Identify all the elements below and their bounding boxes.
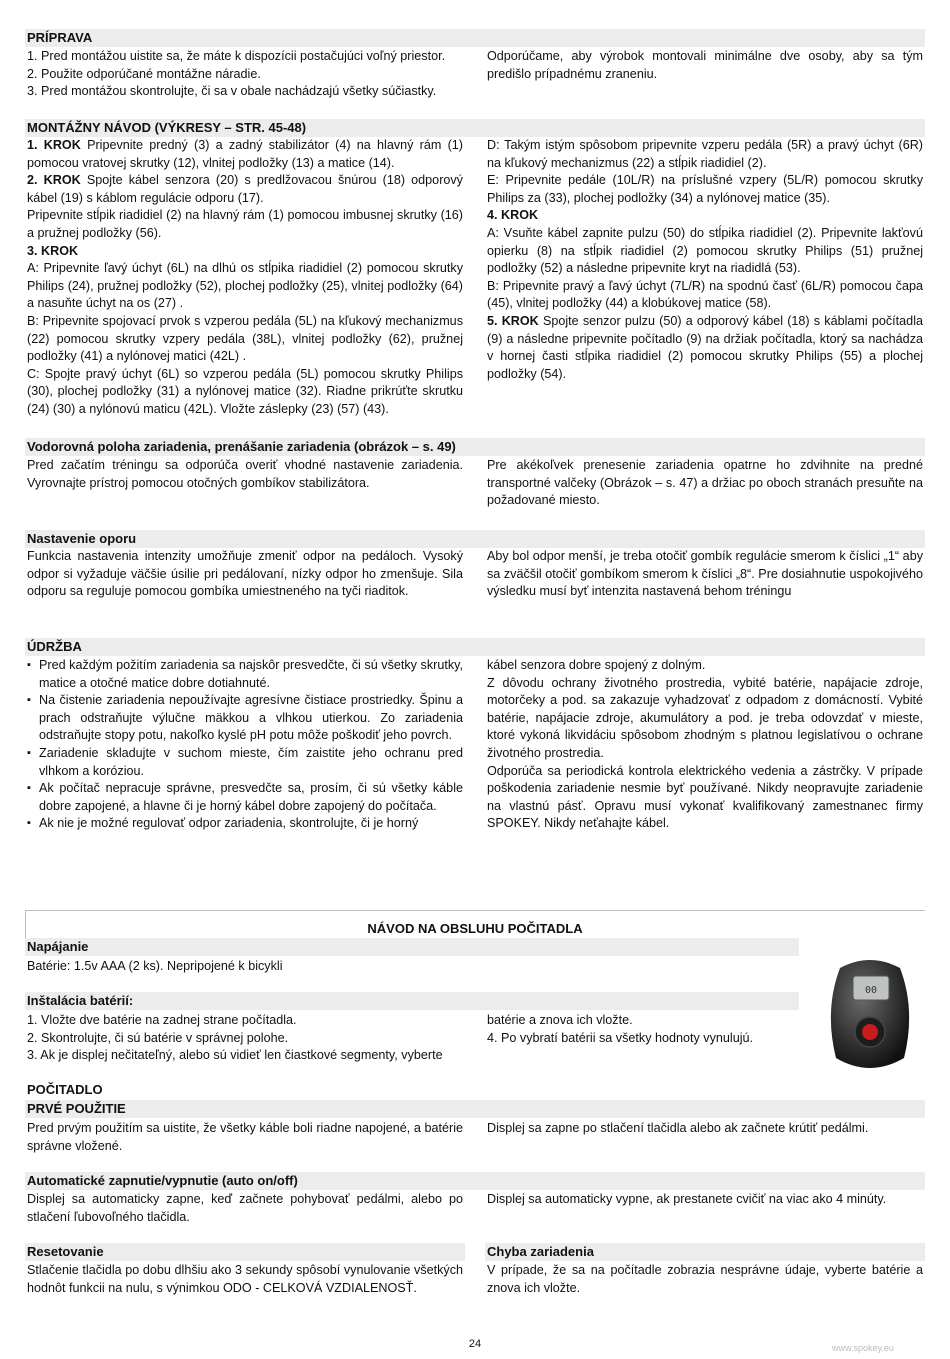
instalacia-right: [487, 1012, 807, 1047]
montaz-step-4: [487, 207, 923, 225]
section-heading-montaz: MONTÁŽNY NÁVOD (VÝKRESY – STR. 45-48): [25, 119, 925, 137]
montaz-step-1: [27, 137, 463, 172]
instalacia-step-2: 2. Skontrolujte, či sú batérie v správnej polohe.: [27, 1030, 289, 1045]
device-button-red: [862, 1024, 878, 1040]
step-text: Pripevnite predný (3) a zadný stabilizátor (4) na hlavný rám (1) pomocou vratovej skrutky (12), vlnitej podložky (13) a matice (14).: [27, 138, 463, 170]
nastavenie-right: [487, 548, 923, 601]
priprava-step-1: 1. Pred montážou uistite sa, že máte k dispozícii postačujúci voľný priestor.: [27, 49, 446, 63]
montaz-step-2b: [27, 207, 463, 242]
nastavenie-left: [27, 548, 463, 601]
instalacia-step-3-cont: batérie a znova ich vložte.: [487, 1013, 633, 1027]
step-text: E: Pripevnite pedále (10L/R) na príslušné vzpery (5L/R) pomocou skrutky Philips za (33), plochej podložky (34) a nylónovej matice (35).: [487, 173, 923, 205]
heading-napajanie: Napájanie: [25, 938, 799, 956]
montaz-left: [27, 137, 463, 419]
counter-manual-title: NÁVOD NA OBSLUHU POČITADLA: [367, 921, 583, 936]
list-item: ▪ Ak nie je možné regulovať odpor zariadenia, skontrolujte, či je horný: [27, 815, 463, 833]
montaz-step-3b: [27, 313, 463, 366]
footer-url: www.spokey.eu: [832, 1343, 894, 1353]
vodorovna-right-text: Pre akékoľvek prenesenie zariadenia opatrne ho zdvihnite na predné transportné valčeky (Obrázok – s. 47) a držiac po oboch stranách presuňte na požadované miesto.: [487, 458, 923, 508]
section-heading-udrzba: ÚDRŽBA: [25, 638, 925, 656]
prve-right: Displej sa zapne po stlačení tlačidla alebo ak začnete krútiť pedálmi.: [487, 1121, 869, 1135]
section-heading-priprava: PRÍPRAVA: [25, 29, 925, 47]
heading-prve-pouzitie: PRVÉ POUŽITIE: [25, 1100, 925, 1118]
step-label: 2. KROK: [27, 173, 81, 188]
montaz-step-5: [487, 313, 923, 383]
list-item: ▪ Ak počítač nepracuje správne, presvedčte sa, prosím, či sú všetky káble dobre zapojené, a hlavne či je horný kábel dobre zapojený do počítača.: [27, 780, 463, 815]
heading-pocitadlo: POČITADLO: [25, 1081, 463, 1099]
montaz-step-2: [27, 172, 463, 207]
instalacia-step-3: 3. Ak je displej nečitateľný, alebo sú vidieť len čiastkové segmenty, vyberte: [27, 1048, 443, 1063]
list-item: ▪ Na čistenie zariadenia nepoužívajte agresívne čistiace prostriedky. Špinu a prach odstraňujte výlučne mäkkou a vlhkou utierkou. Zo zariadenia odstraňujte stopy potu, nakoľko kyslé pH potu môže poškodiť jeho povrch.: [27, 692, 463, 745]
step-text: A: Pripevnite ľavý úchyt (6L) na dlhú os stĺpika riadidiel (2) pomocou skrutky Philips (24), pružnej podložky (52), plochej podložky (25), vlnitej podložky (64) a nasuňte úchyt na os (27) .: [27, 261, 463, 311]
heading-auto-onoff: Automatické zapnutie/vypnutie (auto on/off): [25, 1172, 925, 1190]
list-item: ▪ Pred každým požitím zariadenia sa najskôr presvedčte, či sú všetky skrutky, matice a otočné matice dobre dotiahnuté.: [27, 657, 463, 692]
step-text: D: Takým istým spôsobom pripevnite vzperu pedála (5R) a pravý úchyt (6R) na kľukový mechanizmus (22) a stĺpik riadidiel (2).: [487, 138, 923, 170]
auto-left: Displej sa automaticky zapne, keď začnete pohybovať pedálmi, alebo po stlačení ľubovoľného tlačidla.: [27, 1192, 463, 1224]
montaz-step-3d: [487, 137, 923, 172]
section-heading-vodorovna: Vodorovná poloha zariadenia, prenášanie zariadenia (obrázok – s. 49): [25, 438, 925, 456]
device-display-digits: 00: [864, 985, 878, 996]
udrzba-bullet-list: [27, 657, 463, 833]
counter-device-image: [820, 950, 920, 1080]
step-label: 5. KROK: [487, 313, 539, 328]
udrzba-right-p2: Z dôvodu ochrany životného prostredia, vybité batérie, napájacie zdroje, motorčeky a pod. sa zakazuje vyhadzovať z odpadom z domácností. Vybité batérie, napájacie zdroje, akumulátory a pod. je treba odovzdať v mieste, ktoré vykoná likvidáciu spôsobom zhodným s platnou legislatívou o ochrane životného prostredia.: [487, 675, 923, 760]
montaz-step-3: [27, 243, 463, 261]
step-text: Pripevnite stĺpik riadidiel (2) na hlavný rám (1) pomocou imbusnej skrutky (16) a pružnej podložky (56).: [27, 208, 463, 240]
udrzba-right-p1: kábel senzora dobre spojený z dolným.: [487, 658, 706, 672]
udrzba-left: [27, 657, 463, 833]
udrzba-right-p3: Odporúča sa periodická kontrola elektrického vedenia a zástrčky. V prípade poškodenia zariadenie nesmie byť používané. Nikdy neopravujte zariadenie na vlastnú pásť. Opravu musí vykonať kvalifikovaný zamestnanec firmy SPOKEY. Nikdy neťahajte kábel.: [487, 763, 923, 831]
step-text: C: Spojte pravý úchyt (6L) so vzperou pedála (5L) pomocou skrutky Philips (30), plochej podložky (31) a nylónovej matice (32). Riadne prikrúťte skrutku (24) (30) a nylónovú maticu (42L). Vložte záslepky (23) (57) (43).: [27, 366, 463, 416]
montaz-step-3a: [27, 260, 463, 313]
chyba-text: V prípade, že sa na počítadle zobrazia nesprávne údaje, vyberte batérie a znova ich vložte.: [487, 1263, 923, 1295]
step-label: 1. KROK: [27, 138, 81, 152]
step-text: B: Pripevnite pravý a ľavý úchyt (7L/R) na spodnú časť (6L/R) pomocou čapa (45), vlnitej podložky (44) a klobúkovej matice (58).: [487, 278, 923, 311]
section-heading-nastavenie: Nastavenie oporu: [25, 530, 925, 548]
step-label: 3. KROK: [27, 243, 79, 258]
step-text: A: Vsuňte kábel zapnite pulzu (50) do stĺpika riadidiel (2). Pripevnite lakťovú opierku (8) na stĺpik riadidiel (2) pomocou skrutky Philips (51) pružnej podložky (52) a následne pripevnite kryt na riadidlá (53).: [487, 225, 923, 276]
nastavenie-right-text: Aby bol odpor menší, je treba otočiť gombík regulácie smerom k číslici „1“ aby sa zväčšil otočiť gombíkom smerom k číslici „8“. Pre dosiahnutie uspokojivého výsledku musí byť intenzita nastavená behom tréningu: [487, 549, 923, 599]
counter-frame-top-border: [25, 910, 925, 911]
step-text: Spojte senzor pulzu (50) a odporový kábel (18) s káblami počítadla (9) a následne pripevnite počítadlo (9) na držiak počítadla, ktorý sa nachádza v hornej časti stĺpika riadidiel (2) pomocou skrutky Philips (55) a plochej podložky (54).: [487, 313, 923, 381]
step-label: 4. KROK: [487, 208, 539, 223]
instalacia-left: [27, 1012, 463, 1065]
heading-chyba: Chyba zariadenia: [485, 1243, 925, 1261]
step-text: B: Pripevnite spojovací prvok s vzperou pedála (5L) na kľukový mechanizmus (22) pomocou skrutky vzpery pedála (38L), vlnitej podložky (62), pružnej podložky (41) a nylónovej matici (42L) .: [27, 313, 463, 364]
montaz-step-3e: [487, 172, 923, 207]
prve-left: Pred prvým použitím sa uistite, že všetky káble boli riadne napojené, a batérie správne vložené.: [27, 1121, 463, 1153]
reset-text: Stlačenie tlačidla po dobu dlhšiu ako 3 sekundy spôsobí vynulovanie všetkých hodnôt funkcii na nulu, s výnimkou ODO - CELKOVÁ VZDIALENOSŤ.: [27, 1263, 463, 1295]
priprava-step-2: 2. Použite odporúčané montážne náradie.: [27, 66, 261, 81]
instalacia-step-4: 4. Po vybratí batérii sa všetky hodnoty vynulujú.: [487, 1030, 754, 1045]
auto-right: Displej sa automaticky vypne, ak prestanete cvičiť na viac ako 4 minúty.: [487, 1192, 887, 1206]
montaz-step-4a: [487, 225, 923, 278]
udrzba-right: [487, 657, 923, 833]
step-text: Spojte kábel senzora (20) s predlžovacou šnúrou (18) odporový kábel (19) s káblom regulácie odporu (17).: [27, 173, 463, 205]
list-item: ▪ Zariadenie skladujte v suchom mieste, čím zaistite jeho ochranu pred vlhkom a koróziou.: [27, 745, 463, 780]
heading-resetovanie: Resetovanie: [25, 1243, 465, 1261]
heading-instalacia: Inštalácia batérií:: [25, 992, 799, 1010]
page-number: 24: [468, 1338, 482, 1350]
priprava-left: [27, 48, 463, 101]
vodorovna-left-text: Pred začatím tréningu sa odporúča overiť vhodné nastavenie zariadenia. Vyrovnajte prístroj pomocou otočných gombíkov stabilizátora.: [27, 458, 463, 490]
priprava-note: Odporúčame, aby výrobok montovali minimálne dve osoby, aby sa tým predišlo prípadnému zraneniu.: [487, 49, 923, 81]
montaz-step-4b: [487, 278, 923, 313]
montaz-right: [487, 137, 923, 383]
vodorovna-left: [27, 457, 463, 492]
instalacia-step-1: 1. Vložte dve batérie na zadnej strane počítadla.: [27, 1013, 297, 1027]
priprava-right: [487, 48, 923, 83]
nastavenie-left-text: Funkcia nastavenia intenzity umožňuje zmeniť odpor na pedáloch. Vysoký odpor si vyžaduje väčšie úsilie pri pedálovaní, nízky odpor ho zmenšuje. Sila odporu sa reguluje pomocou gombíka umiestneného na tyči riaditok.: [27, 549, 463, 599]
napajanie-text: Batérie: 1.5v AAA (2 ks). Nepripojené k bicykli: [27, 959, 283, 973]
priprava-step-3: 3. Pred montážou skontrolujte, či sa v obale nachádzajú všetky súčiastky.: [27, 84, 437, 99]
montaz-step-3c: [27, 366, 463, 419]
vodorovna-right: [487, 457, 923, 510]
